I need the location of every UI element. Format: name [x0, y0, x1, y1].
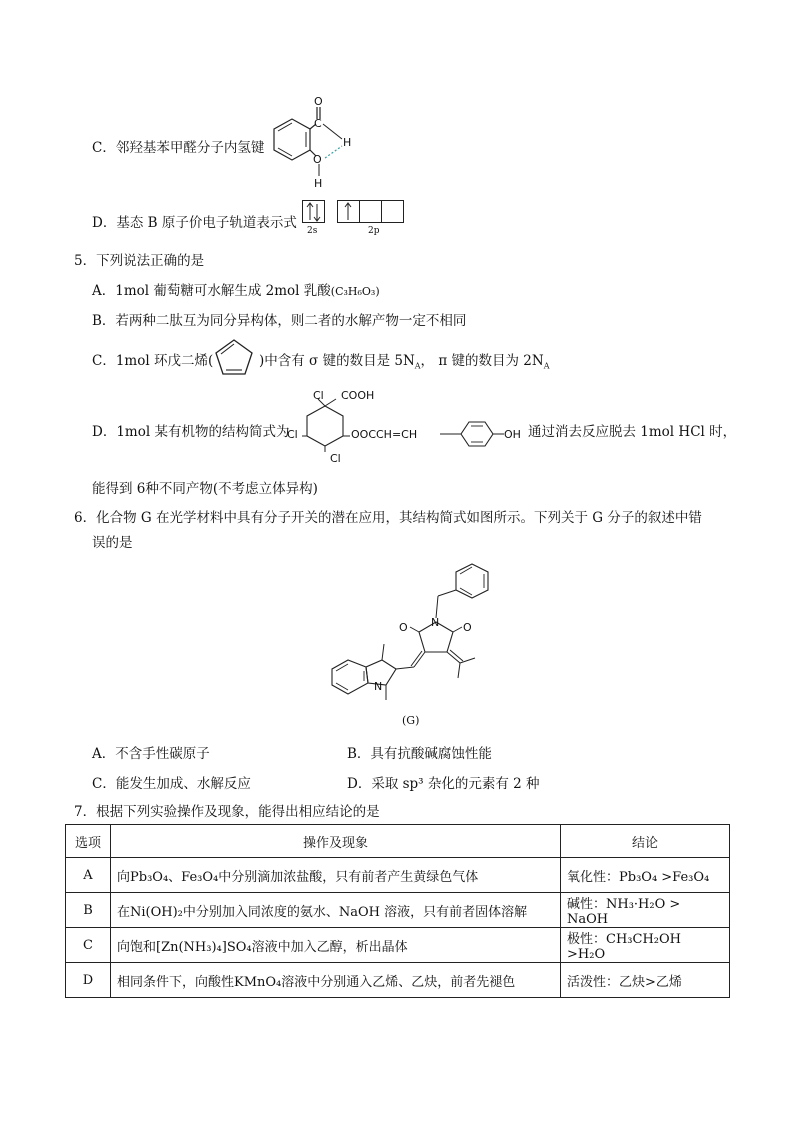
- atom-n: N: [374, 680, 383, 693]
- column-header-operation: 操作及现象: [111, 825, 561, 858]
- table-row: [66, 963, 730, 998]
- q6-stem-continuation: 误的是: [92, 535, 133, 551]
- q5-option-c: [259, 349, 549, 371]
- atom-o: O: [399, 621, 408, 634]
- row-option: D: [66, 963, 111, 998]
- row-conclusion: 活泼性：乙炔>乙烯: [561, 963, 730, 998]
- cyclopentadiene-structure: [210, 334, 258, 380]
- cooh-group: COOH: [341, 389, 375, 402]
- q5-option-a: [92, 279, 380, 299]
- subscript-a: A: [414, 361, 421, 371]
- row-option: B: [66, 893, 111, 928]
- row-operation: 向Pb₃O₄、Fe₃O₄中分别滴加浓盐酸，只有前者产生黄绿色气体: [111, 858, 561, 893]
- atom-cl: Cl: [330, 452, 341, 465]
- q5-option-d-prefix: D．1mol 某有机物的结构简式为: [92, 424, 290, 440]
- q5-option-a-text: A．1mol 葡萄糖可水解生成 2mol 乳酸: [92, 283, 331, 299]
- compound-label: (G): [402, 714, 420, 727]
- q5-option-b: B．若两种二肽互为同分异构体，则二者的水解产物一定不相同: [92, 313, 467, 329]
- row-option: A: [66, 858, 111, 893]
- atom-o: O: [463, 621, 472, 634]
- row-operation: 在Ni(OH)₂中分别加入同浓度的氨水、NaOH 溶液，只有前者固体溶解: [111, 893, 561, 928]
- atom-o: O: [314, 95, 323, 108]
- orbital-label-2p: 2p: [368, 226, 380, 236]
- q6-option-a: A．不含手性碳原子: [92, 746, 210, 762]
- row-conclusion: 碱性：NH₃·H₂O > NaOH: [561, 893, 730, 928]
- row-operation: 向饱和[Zn(NH₃)₄]SO₄溶液中加入乙醇，析出晶体: [111, 928, 561, 963]
- row-option: C: [66, 928, 111, 963]
- q6-option-b: B．具有抗酸碱腐蚀性能: [347, 746, 492, 762]
- ester-group: OOCCH=CH: [351, 428, 418, 441]
- orbital-diagram: [302, 199, 412, 227]
- atom-cl: Cl: [287, 428, 298, 441]
- q5-option-c-text: )中含有 σ 键的数目是 5N: [259, 353, 415, 369]
- atom-h: H: [314, 177, 323, 190]
- atom-o: O: [313, 153, 322, 166]
- q4-option-d: D．基态 B 原子价电子轨道表示式: [92, 215, 297, 231]
- atom-cl: Cl: [313, 389, 324, 402]
- experiment-table: [65, 824, 730, 998]
- q5-option-d-text: 通过消去反应脱去 1mol HCl 时，: [528, 424, 737, 440]
- atom-h: H: [343, 136, 352, 149]
- table-row: [66, 893, 730, 928]
- hydroxyl-group: OH: [504, 428, 521, 441]
- row-operation: 相同条件下，向酸性KMnO₄溶液中分别通入乙烯、乙炔，前者先褪色: [111, 963, 561, 998]
- q6-option-c: C．能发生加成、水解反应: [92, 776, 251, 792]
- q6-stem: 6．化合物 G 在光学材料中具有分子开关的潜在应用，其结构简式如图所示。下列关于 G 分子的叙述中错: [74, 510, 702, 526]
- q5-stem: 5．下列说法正确的是: [74, 253, 205, 269]
- q7-stem: 7．根据下列实验操作及现象，能得出相应结论的是: [74, 804, 380, 820]
- row-conclusion: 极性：CH₃CH₂OH >H₂O: [561, 928, 730, 963]
- table-row: [66, 928, 730, 963]
- atom-n: N: [431, 616, 440, 629]
- q5-option-c-pi: ， π 键的数目为 2N: [420, 353, 544, 369]
- column-header-option: 选项: [66, 825, 111, 858]
- orbital-label-2s: 2s: [307, 226, 318, 236]
- atom-c: C: [314, 117, 322, 130]
- row-conclusion: 氧化性：Pb₃O₄ >Fe₃O₄: [561, 858, 730, 893]
- compound-g-structure: [310, 552, 510, 712]
- q5-option-c-prefix: C．1mol 环戊二烯(: [92, 353, 214, 369]
- lactic-acid-formula: (C₃H₆O₃): [330, 285, 380, 298]
- subscript-a: A: [543, 361, 550, 371]
- q5-option-d-continuation: 能得到 6种不同产物(不考虑立体异构): [92, 481, 318, 497]
- table-header-row: [66, 825, 730, 858]
- q4-option-c: C．邻羟基苯甲醛分子内氢键: [92, 140, 265, 156]
- table-row: [66, 858, 730, 893]
- column-header-conclusion: 结论: [561, 825, 730, 858]
- q6-option-d: D．采取 sp³ 杂化的元素有 2 种: [347, 776, 540, 792]
